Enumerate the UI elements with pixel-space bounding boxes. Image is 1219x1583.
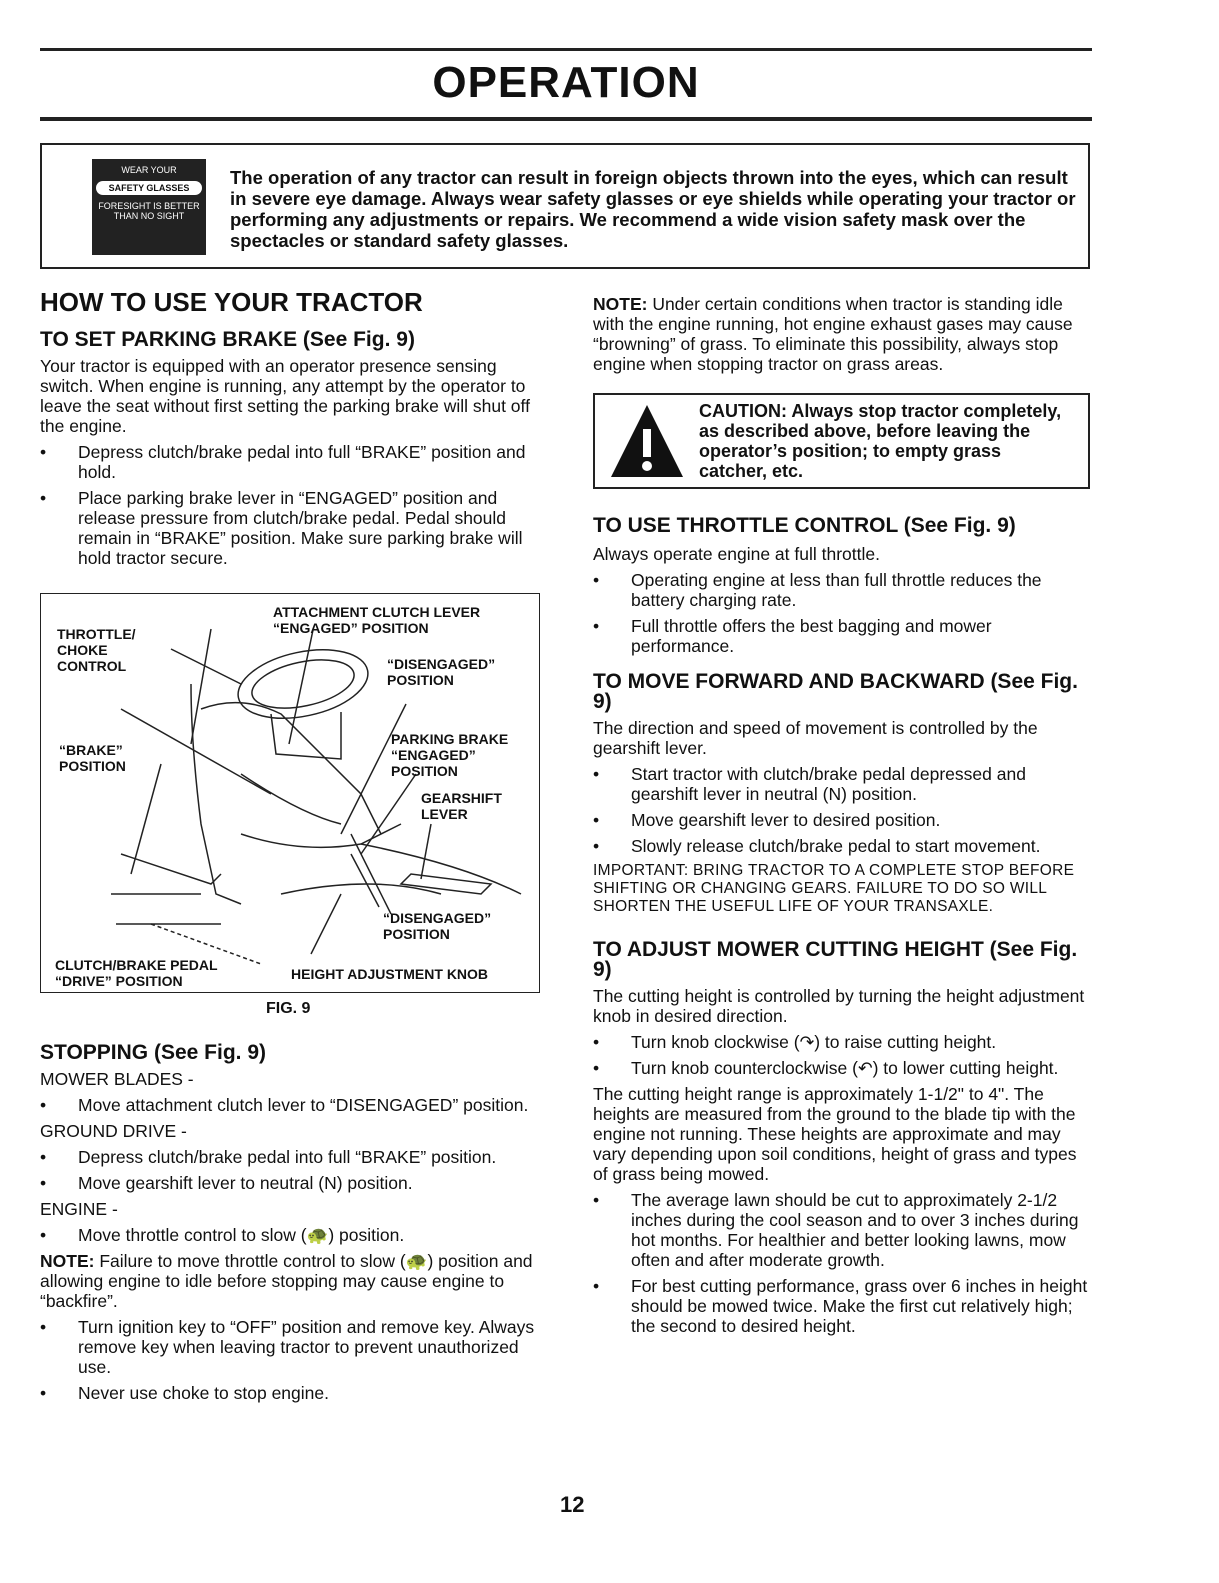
- list-item: • Move gearshift lever to neutral (N) position.: [40, 1173, 545, 1193]
- list-item: • Turn knob counterclockwise (↶) to lower cutting height.: [593, 1058, 1093, 1078]
- label-clutch-brake-pedal: CLUTCH/BRAKE PEDAL “DRIVE” POSITION: [55, 957, 218, 989]
- height-intro: The cutting height is controlled by turning the height adjustment knob in desired direction.: [593, 986, 1085, 1026]
- safety-glasses-icon: WEAR YOUR SAFETY GLASSES FORESIGHT IS BETTER THAN NO SIGHT: [92, 159, 206, 255]
- right-note: [593, 294, 1091, 374]
- move-intro: The direction and speed of movement is controlled by the gearshift lever.: [593, 718, 1038, 758]
- parking-intro: Your tractor is equipped with an operator presence sensing switch. When engine is running, any attempt by the operator to leave the seat without first setting the parking brake will shut off the engine.: [40, 356, 530, 436]
- list-item: • Slowly release clutch/brake pedal to start movement.: [593, 836, 1093, 856]
- caution-box: [593, 393, 1090, 489]
- left-column: [40, 287, 540, 568]
- label-gearshift: GEARSHIFT LEVER: [421, 790, 502, 822]
- page-title: OPERATION: [432, 58, 700, 107]
- label-disengaged-top: “DISENGAGED” POSITION: [387, 656, 496, 688]
- list-item: • Place parking brake lever in “ENGAGED” position and release pressure from clutch/brake pedal. Pedal should remain in “BRAKE” position. Make sure parking brake will hold tractor secure.: [40, 488, 540, 568]
- caution-text: CAUTION: Always stop tractor completely, as described above, before leaving the operator’s position; to empty grass catcher, etc.: [699, 401, 1062, 481]
- list-item: • Move attachment clutch lever to “DISENGAGED” position.: [40, 1095, 545, 1115]
- list-item: • Move throttle control to slow (🐢) position.: [40, 1225, 545, 1245]
- list-item: • Turn ignition key to “OFF” position and remove key. Always remove key when leaving tractor to prevent unauthorized use.: [40, 1317, 545, 1377]
- warning-text: The operation of any tractor can result in foreign objects thrown into the eyes, which can result in severe eye damage. Always wear safety glasses or eye shields while operating your tractor or performing any adjustments or repairs. We recommend a wide vision safety mask over the spectacles or standard safety glasses.: [230, 167, 1076, 251]
- figure-caption: FIG. 9: [266, 1000, 311, 1017]
- stopping-heading: STOPPING (See Fig. 9): [40, 1041, 266, 1064]
- label-throttle-choke: THROTTLE/ CHOKE CONTROL: [57, 626, 136, 674]
- list-item: • Depress clutch/brake pedal into full “BRAKE” position and hold.: [40, 442, 540, 482]
- height-paragraph: The cutting height range is approximately 1-1/2" to 4". The heights are measured from the ground to the blade tip with the engine not running. These heights are approximate and may vary depending upon soil conditions, height of grass and types of grass being mowed.: [593, 1084, 1077, 1184]
- subheading-ground-drive: GROUND DRIVE -: [40, 1121, 187, 1141]
- move-heading: TO MOVE FORWARD AND BACKWARD (See Fig. 9): [593, 670, 1078, 713]
- label-parking-brake: PARKING BRAKE “ENGAGED” POSITION: [391, 731, 509, 779]
- important-notice: IMPORTANT: BRING TRACTOR TO A COMPLETE STOP BEFORE SHIFTING OR CHANGING GEARS. FAILURE TO DO SO WILL SHORTEN THE USEFUL LIFE OF YOUR TRANSAXLE.: [593, 862, 1075, 915]
- label-attachment-clutch: ATTACHMENT CLUTCH LEVER “ENGAGED” POSITION: [273, 604, 481, 636]
- list-item: • Start tractor with clutch/brake pedal depressed and gearshift lever in neutral (N) position.: [593, 764, 1093, 804]
- list-item: • Depress clutch/brake pedal into full “BRAKE” position.: [40, 1147, 545, 1167]
- list-item: • The average lawn should be cut to approximately 2-1/2 inches during the cool season and to over 3 inches during hot months. For healthier and better looking lawns, mow often and after moderate growth.: [593, 1190, 1093, 1270]
- list-item: • For best cutting performance, grass over 6 inches in height should be mowed twice. Make the first cut relatively high; the second to desired height.: [593, 1276, 1093, 1336]
- note-paragraph: NOTE: Failure to move throttle control to slow (🐢) position and allowing engine to idle before stopping may cause engine to “backfire”.: [40, 1251, 533, 1311]
- caution-icon: [607, 401, 687, 481]
- subheading-mower-blades: MOWER BLADES -: [40, 1069, 194, 1089]
- stopping-section: [40, 1043, 545, 1403]
- label-brake-position: “BRAKE” POSITION: [59, 742, 126, 774]
- label-height-knob: HEIGHT ADJUSTMENT KNOB: [291, 966, 489, 982]
- throttle-heading: TO USE THROTTLE CONTROL (See Fig. 9): [593, 514, 1016, 537]
- page-number: 12: [560, 1492, 585, 1517]
- top-rule: [40, 48, 1092, 51]
- parking-brake-heading: TO SET PARKING BRAKE (See Fig. 9): [40, 328, 415, 351]
- list-item: • Full throttle offers the best bagging and mower performance.: [593, 616, 1093, 656]
- figure-9: [40, 593, 540, 993]
- list-item: • Turn knob clockwise (↷) to raise cutting height.: [593, 1032, 1093, 1052]
- list-item: • Never use choke to stop engine.: [40, 1383, 545, 1403]
- throttle-intro: Always operate engine at full throttle.: [593, 544, 880, 564]
- right-column: [593, 516, 1093, 1336]
- label-disengaged-bottom: “DISENGAGED” POSITION: [383, 910, 492, 942]
- safety-warning-box: [40, 143, 1090, 269]
- list-item: • Move gearshift lever to desired position.: [593, 810, 1093, 830]
- section-heading: HOW TO USE YOUR TRACTOR: [40, 287, 423, 317]
- subheading-engine: ENGINE -: [40, 1199, 118, 1219]
- list-item: • Operating engine at less than full throttle reduces the battery charging rate.: [593, 570, 1093, 610]
- note-paragraph: NOTE: Under certain conditions when tractor is standing idle with the engine running, hot engine exhaust gases may cause “browning” of grass. To eliminate this possibility, always stop engine when stopping tractor on grass areas.: [593, 294, 1073, 374]
- title-rule: [40, 117, 1092, 121]
- cutting-height-heading: TO ADJUST MOWER CUTTING HEIGHT (See Fig. 9): [593, 938, 1078, 981]
